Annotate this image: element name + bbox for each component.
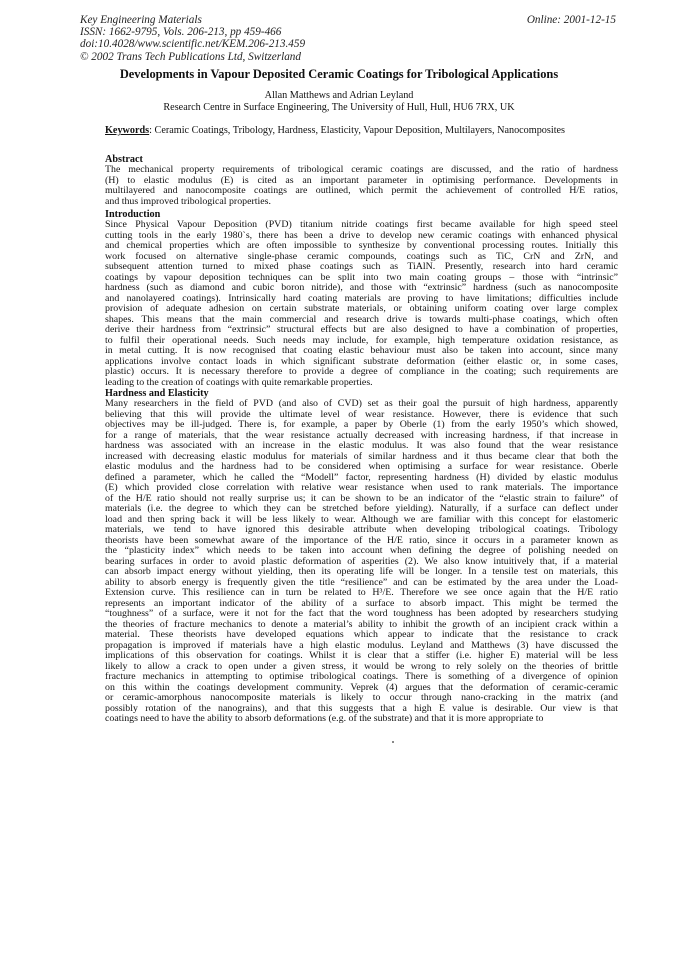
text-line: possibly rotation of the nanograins), and that this suggests that a high E value is desirable. Our view is that: [105, 702, 618, 714]
copyright-line: © 2002 Trans Tech Publications Ltd, Switzerland: [80, 50, 301, 63]
keywords: [105, 125, 565, 136]
text-line: and thus improved tribological properties.: [105, 195, 271, 207]
text-line: elastic modulus and the hardness had to be considered when optimising a surface for wear resistance. Oberle: [105, 461, 618, 472]
section-heading: Abstract: [105, 154, 143, 165]
text-line: likely to allow a crack to open under a given stress, it would be wrong to rely solely on the theories of brittle: [105, 660, 618, 672]
text-line: of the H/E ratio should not really surprise us; it can be shown to be an indicator of the “elastic strain to failure” of: [105, 492, 618, 504]
text-line: to fulfil their operational needs. Such needs may include, for example, high temperature oxidation resistance, as: [105, 334, 618, 346]
text-line: coatings need to have the ability to absorb deformations (e.g. of the substrate) and that it is more appropriate to: [105, 713, 544, 724]
text-line: plastic) occurs. It is necessary therefore to provide a degree of compliance in the coating; such requirements are: [105, 366, 618, 377]
text-line: Extension curve. This resilience can in turn be related to H³/E. Therefore we see once again that the H/E ratio: [105, 587, 618, 598]
authors: Allan Matthews and Adrian Leyland: [264, 90, 414, 101]
text-line: coatings by vapour deposition techniques can be split into two main coating groups – those with “intrinsic”: [105, 271, 618, 283]
text-line: provision of adequate adhesion on certain substrate materials, or obtaining uniform coating over large complex: [105, 303, 618, 314]
text-line: Many researchers in the field of PVD (and also of CVD) set as their goal the pursuit of high hardness, apparently: [105, 398, 618, 409]
journal-header: [80, 14, 305, 63]
text-line: the theories of fracture mechanics to denote a material’s ability to inhibit the growth of an incipient crack within a: [105, 618, 618, 630]
section-abstract: [105, 154, 618, 207]
text-line: believing that this will provide the ultimate level of wear resistance. However, there is evidence that such: [105, 408, 618, 420]
section-introduction: [105, 209, 618, 388]
text-line: bearing surfaces in order to avoid plastic deformation of asperities (2). We also know intuitively that, if a material: [105, 555, 618, 567]
text-line: (H) to elastic modulus (E) is cited as an important parameter in optimising performance. Developments in: [105, 174, 618, 186]
stray-mark: [392, 741, 394, 743]
text-line: shapes. This means that the main commercial and research drive is towards multi-phase coatings, which often: [105, 313, 618, 325]
text-line: materials, we tend to have ignored this desirable attribute when developing tribological coatings. Tribology: [105, 524, 618, 535]
text-line: work focused on alternative single-phase ceramic compounds, coatings such as TiC, CrN and ZrN, and: [105, 250, 618, 262]
text-line: and nanolayered coatings). Intrinsically hard coating materials are proving to have limitations; difficulties include: [105, 292, 618, 304]
text-line: objectives may be ill-judged. There is, for example, a paper by Oberle (1) from the early 1950’s which showed,: [105, 419, 618, 430]
text-line: materials (i.e. the degree to which they can be stretched before yielding). Naturally, if a surface can deflect under: [105, 503, 618, 514]
text-line: or ceramic-amorphous nanocomposite materials is likely to occur through nano-cracking in the matrix (and: [105, 692, 618, 703]
text-line: fracture mechanics in attempting to optimise tribological coatings. There is something of a divergence of opinion: [105, 671, 618, 682]
text-line: applications involve contact loads in which significant substrate deformation (either elastic or, in some cases,: [105, 355, 618, 367]
text-line: theorists have been somewhat aware of the importance of the H/E ratio, since it occurs in a parameter known as: [105, 534, 618, 546]
text-line: represents an important indicator of the ability of a surface to absorb impact. This might be termed the: [105, 597, 618, 609]
doi-line: doi:10.4028/www.scientific.net/KEM.206-213.459: [80, 38, 306, 51]
text-line: load and then spring back it will be less likely to wear. Although we are familiar with this concept for elastomeric: [105, 513, 618, 525]
text-line: the “plasticity index” which needs to be taken into account when defining the degree of polishing needed on: [105, 545, 618, 556]
text-line: increased with decreasing elastic modulus for materials of similar hardness and it thus became clear that both the: [105, 450, 618, 462]
text-line: implications of this observation for coatings. Whilst it is clear that a stiffer (i.e. higher E) material will be less: [105, 650, 618, 661]
text-line: The mechanical property requirements of tribological ceramic coatings are discussed, and the ratio of hardness: [105, 164, 618, 175]
keywords-text: : Ceramic Coatings, Tribology, Hardness, Elasticity, Vapour Deposition, Multilayers, Nanocomposites: [149, 125, 566, 136]
text-line: material. These theorists have developed equations which appear to indicate that the resistance to crack: [105, 629, 618, 640]
text-line: cutting tools in the early 1980`s, there has been a drive to develop new ceramic coatings with enhanced physical: [105, 229, 618, 241]
text-line: on this within the coatings development community. Veprek (4) argues that the deformation of ceramic-ceramic: [105, 681, 618, 693]
text-line: subsequent attention turned to mixed phase coatings such as TiAlN. Presently, research into hard ceramic: [105, 261, 618, 272]
text-line: for a range of materials, that the wear resistance actually decreased with increasing hardness, if that increase in: [105, 429, 618, 441]
section-heading: Hardness and Elasticity: [105, 388, 209, 399]
text-line: in metal cutting. It is now recognised that coating elastic behaviour must also be taken into account, since many: [105, 345, 618, 356]
text-line: hardness (such as diamond and cubic boron nitride), and those with “extrinsic” hardness (such as nanocomposite: [105, 282, 618, 293]
section-hardness-and-elasticity: [105, 388, 618, 725]
keywords-label: Keywords: [105, 125, 150, 136]
author-block: [0, 90, 678, 114]
text-line: (E) which provided close correlation with relative wear resistance when used to rank materials. The importance: [105, 482, 618, 493]
text-line: multilayered and nanocomposite coatings are outlined, which permit the achievement of controlled H/E ratios,: [105, 185, 618, 196]
text-line: leading to the creation of coatings with quite remarkable properties.: [105, 376, 373, 388]
text-line: ability to absorb energy is frequently given the title “resilience” and can be estimated by the area under the Load-: [105, 576, 618, 588]
journal-name: Key Engineering Materials: [80, 14, 202, 26]
text-line: derive their hardness from “extrinsic” structural effects but are also designed to have a combination of properties,: [105, 324, 618, 335]
text-line: “toughness” of a surface, were it not for the fact that the word toughness has been adopted by researchers studying: [105, 608, 618, 619]
text-line: propagation is improved if materials have a high elastic modulus. Leyland and Matthews (3) have discussed the: [105, 639, 618, 651]
text-line: Since Physical Vapour Deposition (PVD) titanium nitride coatings first became available for high speed steel: [105, 219, 618, 230]
section-heading: Introduction: [105, 209, 161, 220]
text-line: and chemical properties which are often impossible to synthesize by conventional processing routes. Initially this: [105, 240, 618, 251]
affiliation: Research Centre in Surface Engineering, The University of Hull, Hull, HU6 7RX, UK: [163, 102, 515, 113]
text-line: defined a parameter, which he called the “Modell” factor, representing hardness (H) divided by elastic modulus: [105, 471, 618, 483]
text-line: hardness was associated with an increase in the elastic modulus. It was also found that the wear resistance: [105, 440, 618, 451]
paper-title: Developments in Vapour Deposited Ceramic Coatings for Tribological Applications: [119, 67, 559, 81]
online-date: Online: 2001-12-15: [526, 14, 616, 26]
issn-line: ISSN: 1662-9795, Vols. 206-213, pp 459-466: [80, 26, 282, 39]
text-line: can absorb impact energy without yielding, then its operating life will be longer. In a tensile test on materials, this: [105, 566, 618, 577]
